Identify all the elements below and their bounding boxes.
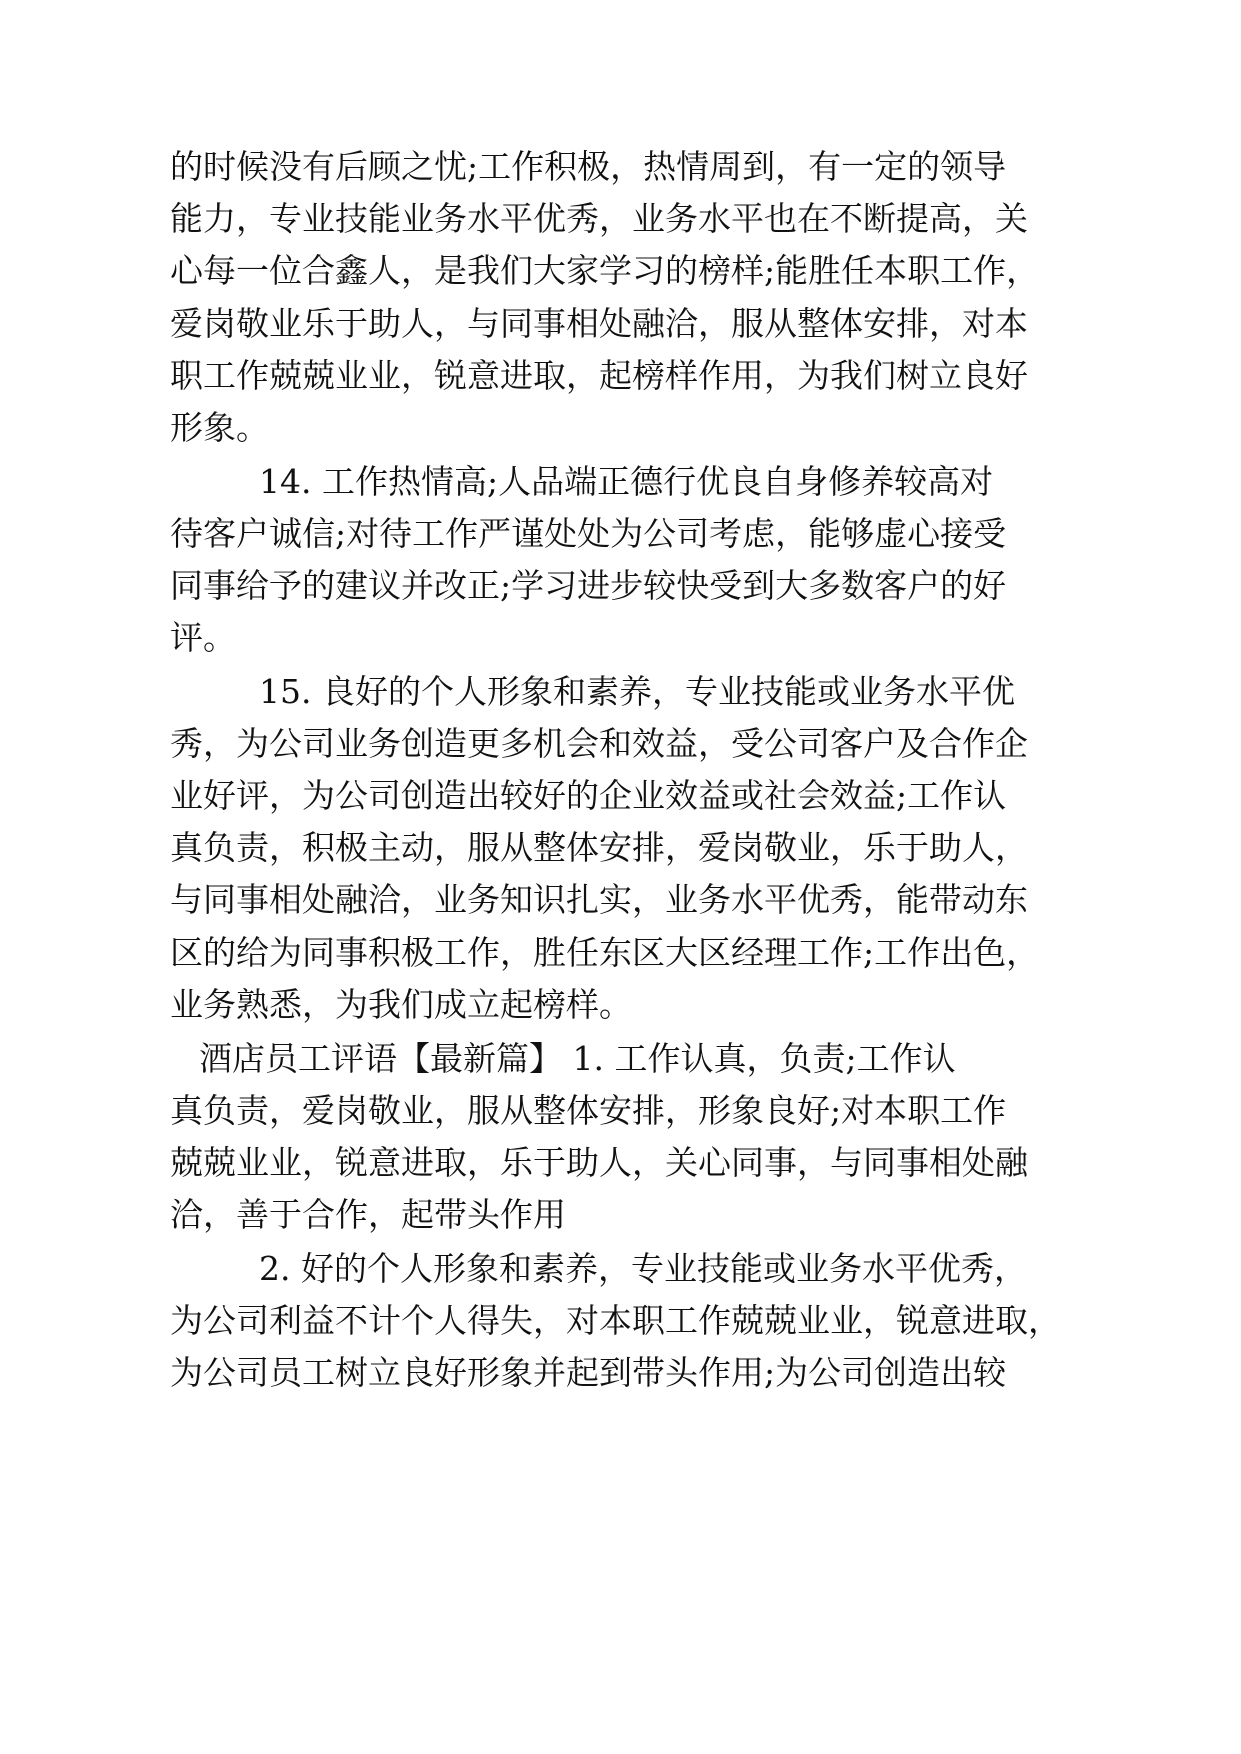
text-line: 职工作兢兢业业，锐意进取，起榜样作用，为我们树立良好 xyxy=(170,356,1028,395)
text-line: 业好评，为公司创造出较好的企业效益或社会效益;工作认 xyxy=(170,776,1007,815)
text-line: 同事给予的建议并改正;学习进步较快受到大多数客户的好 xyxy=(170,566,1007,605)
text-line: 真负责，爱岗敬业，服从整体安排，形象良好;对本职工作 xyxy=(170,1091,1007,1130)
text-line: 秀，为公司业务创造更多机会和效益，受公司客户及合作企 xyxy=(170,724,1028,763)
text-line: 评。 xyxy=(170,618,236,657)
list-item-number-line: 14. 工作热情高;人品端正德行优良自身修养较高对 xyxy=(259,462,994,501)
text-line: 能力，专业技能业务水平优秀，业务水平也在不断提高，关 xyxy=(170,199,1028,238)
text-line: 形象。 xyxy=(170,408,269,447)
list-item-number-line: 15. 良好的个人形象和素养，专业技能或业务水平优 xyxy=(259,672,1015,711)
text-line: 区的给为同事积极工作，胜任东区大区经理工作;工作出色， xyxy=(170,933,1040,972)
text-line: 心每一位合鑫人，是我们大家学习的榜样;能胜任本职工作， xyxy=(170,251,1040,290)
text-line: 业务熟悉，为我们成立起榜样。 xyxy=(170,985,632,1024)
text-line: 爱岗敬业乐于助人，与同事相处融洽，服从整体安排，对本 xyxy=(170,304,1028,343)
section-heading-line: 酒店员工评语【最新篇】 1. 工作认真，负责;工作认 xyxy=(199,1039,956,1078)
text-line: 为公司利益不计个人得失，对本职工作兢兢业业，锐意进取， xyxy=(170,1301,1061,1340)
text-line: 洽，善于合作，起带头作用 xyxy=(170,1195,566,1234)
text-line: 待客户诚信;对待工作严谨处处为公司考虑，能够虚心接受 xyxy=(170,514,1007,553)
text-line: 与同事相处融洽，业务知识扎实，业务水平优秀，能带动东 xyxy=(170,880,1028,919)
text-line: 为公司员工树立良好形象并起到带头作用;为公司创造出较 xyxy=(170,1353,1007,1392)
list-item-number-line: 2. 好的个人形象和素养，专业技能或业务水平优秀， xyxy=(259,1249,1027,1288)
text-line: 的时候没有后顾之忧;工作积极，热情周到，有一定的领导 xyxy=(170,147,1007,186)
text-line: 真负责，积极主动，服从整体安排，爱岗敬业，乐于助人， xyxy=(170,828,1028,867)
text-line: 兢兢业业，锐意进取，乐于助人，关心同事，与同事相处融 xyxy=(170,1143,1028,1182)
